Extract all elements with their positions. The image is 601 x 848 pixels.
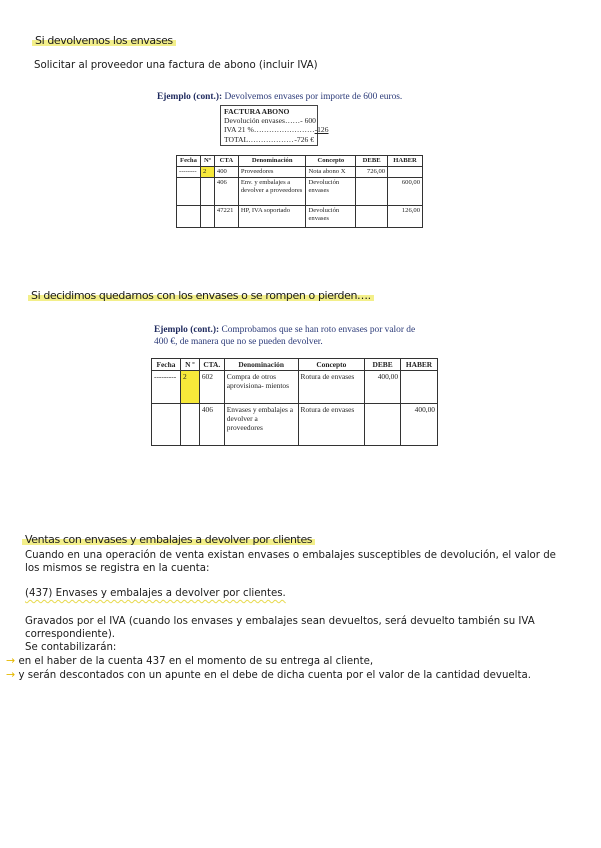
ledger-table-rotura [151,358,438,446]
invoice-box [220,105,329,146]
list-item: → en el haber de la cuenta 437 en el momento de su entrega al cliente, [6,654,374,667]
example-block [154,324,415,348]
header-cell: Fecha [152,359,181,371]
section-text-factura-abono: Solicitar al proveedor una factura de abono (incluir IVA) [34,60,318,71]
invoice-row: TOTAL……………… -726 € [224,134,314,144]
example-label: Ejemplo (cont.): [157,92,223,102]
bullet-list [6,654,531,682]
arrow-right-icon: → [6,654,16,667]
account-437: (437) Envases y embalajes a devolver por clientes. [25,588,286,599]
paragraph-iva: Gravados por el IVA (cuando los envases y embalajes sean devueltos, será devuelto también su IVA correspondiente). Se contabilizarán: [25,616,535,653]
header-cell: Denominación [224,359,298,371]
table-row: -------- 2 400 Proveedores Nota abono X 726,00 [177,167,423,178]
table-row: 406 Env. y embalajes a devolver a proveedores Devolución envases 600,00 [177,178,423,206]
header-cell: CTA [214,156,238,167]
header-cell: HABER [401,359,438,371]
header-cell: Denominación [238,156,306,167]
ledger-table-devolucion [176,155,423,228]
header-cell: Concepto [306,156,356,167]
entry-number-cell: 2 [200,167,214,178]
example-line [157,92,402,102]
header-cell: DEBE [356,156,388,167]
header-cell: Fecha [177,156,201,167]
header-cell: Concepto [298,359,365,371]
header-cell: HABER [388,156,423,167]
section-title-ventas: Ventas con envases y embalajes a devolver por clientes [22,533,315,546]
example-text: 400 €, de manera que no se pueden devolver. [154,337,323,347]
invoice-title: FACTURA ABONO [224,107,290,116]
table-row: 47221 HP, IVA soportado Devolución envases 126,00 [177,206,423,228]
example-label: Ejemplo (cont.): [154,325,220,335]
list-item: → y serán descontados con un apunte en el debe de dicha cuenta por el valor de la cantidad devuelta. [6,668,531,681]
header-cell: DEBE [365,359,401,371]
header-cell: CTA. [199,359,224,371]
entry-number-cell: 2 [180,371,199,404]
example-text: Comprobamos que se han roto envases por valor de [221,325,416,335]
table-header-row [177,156,423,167]
table-header-row [152,359,438,371]
table-row: --------- 2 602 Compra de otros aprovisiona- mientos Rotura de envases 400,00 [152,371,438,404]
table-row: 406 Envases y embalajes a devolver a proveedores Rotura de envases 400,00 [152,404,438,446]
header-cell: Nº [200,156,214,167]
example-text: Devolvemos envases por importe de 600 euros. [224,92,403,102]
section-title-devolvemos: Si devolvemos los envases [32,34,176,47]
arrow-right-icon: → [6,668,16,681]
invoice-row: Devolución envases…… - 600 [224,116,316,126]
header-cell: N º [180,359,199,371]
section-title-quedarnos: Si decidimos quedarnos con los envases o se rompen o pierden…. [28,289,374,302]
invoice-row: IVA 21 %…………………… -126 [224,125,329,135]
paragraph-intro: Cuando en una operación de venta existan envases o embalajes susceptibles de devolución, el valor de los mismos se registra en la cuenta: [25,550,556,574]
